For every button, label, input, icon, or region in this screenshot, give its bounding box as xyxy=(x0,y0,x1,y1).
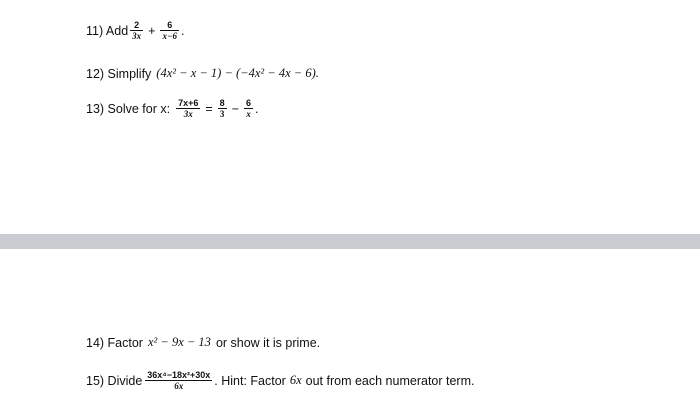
fraction-6-over-x: $\frac{6}{x}$ xyxy=(246,98,252,119)
problem-14-expression: x² − 9x − 13 xyxy=(147,335,211,349)
problem-13: 13) Solve for x: $\frac{7x+6}{3x}$ = $\frac{8}{3}$ − $\frac{6}{x}$ . xyxy=(86,98,259,119)
fraction-8-over-3: $\frac{8}{3}$ xyxy=(219,98,225,119)
problem-13-label: 13) Solve for x: xyxy=(86,101,171,116)
problem-14-tail: or show it is prime. xyxy=(215,335,321,350)
problem-14-label: 14) Factor xyxy=(86,335,143,350)
problem-15-hint-tail: out from each numerator term. xyxy=(305,373,475,388)
problem-11: 11) Add $\frac{2}{3x}$ + $\frac{6}{x-6}$ . xyxy=(86,20,185,41)
problem-12 xyxy=(86,66,319,81)
fraction-6-over-x-minus-6: $\frac{6}{x-6}$ xyxy=(162,20,177,41)
problem-12-expression: (4x² − x − 1) − (−4x² − 4x − 6). xyxy=(156,66,319,80)
problem-12-label: 12) Simplify xyxy=(86,66,152,81)
problem-15-hint: . Hint: Factor xyxy=(214,373,286,388)
fraction-polynomial-over-6x: $\frac{\text{36x⁴−18x²+30x}}{6x}$ xyxy=(147,370,211,391)
page-divider-band xyxy=(0,234,700,249)
problem-15-label: 15) Divide xyxy=(86,373,143,388)
fraction-2-over-3x: $\frac{2}{3x}$ xyxy=(132,20,142,41)
problem-11-label: 11) Add xyxy=(86,23,129,38)
problem-15-hint-variable: 6x xyxy=(289,373,302,387)
fraction-7x-plus-6-over-3x: $\frac{7x+6}{3x}$ xyxy=(178,98,199,119)
problem-15 xyxy=(86,370,474,391)
problem-14 xyxy=(86,335,320,350)
